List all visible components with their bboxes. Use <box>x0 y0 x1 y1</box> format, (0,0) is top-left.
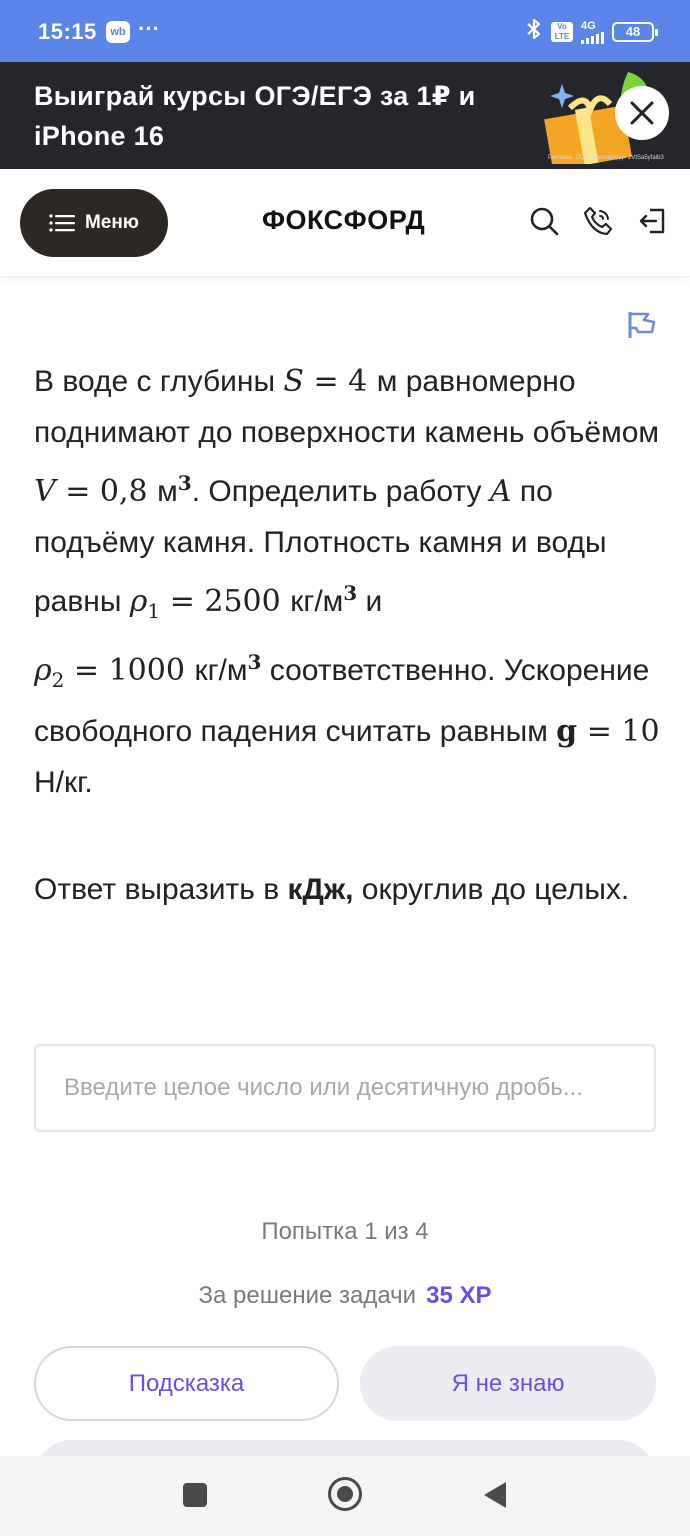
math-var: ρ <box>34 653 52 688</box>
problem-text-part: . <box>84 766 93 799</box>
site-header <box>0 169 690 277</box>
math-expr: = 10 <box>577 714 660 749</box>
answer-instruction <box>34 866 634 914</box>
math-exponent: 3 <box>343 581 358 605</box>
math-exponent: 3 <box>247 650 262 674</box>
close-icon <box>615 86 669 140</box>
answer-input[interactable] <box>34 1044 656 1132</box>
status-overflow-icon: ··· <box>138 16 160 41</box>
phone-icon[interactable] <box>582 205 614 237</box>
menu-label: Меню <box>84 212 140 233</box>
problem-text-part: по подъёму камня. Плотность камня и воды равны <box>34 475 607 618</box>
home-icon[interactable] <box>328 1477 362 1511</box>
math-var: A <box>489 474 512 509</box>
answer-instruction-text: Ответ выразить в <box>34 873 288 906</box>
problem-text-part: . Определить работу <box>191 475 490 508</box>
math-expr: = 4 <box>303 364 377 399</box>
menu-button[interactable] <box>20 189 168 257</box>
problem-text-part: В воде с глубины <box>34 365 284 398</box>
math-unit: Н/кг <box>34 766 85 799</box>
problem-text-part: соответственно. Ускорение свободного падения считать равным <box>34 654 650 748</box>
recent-apps-icon[interactable] <box>183 1483 207 1507</box>
promo-legal: Реклама. ООО «Фоксфорд» 2VtSa5yfaib3 <box>548 155 664 161</box>
math-unit: кг/м <box>290 585 344 618</box>
math-exponent: 3 <box>177 471 192 495</box>
attempt-counter: Попытка 1 из 4 <box>261 1218 429 1245</box>
status-bar <box>0 0 690 62</box>
math-expr: = 2500 <box>160 584 291 619</box>
promo-close-button[interactable] <box>615 86 669 140</box>
math-expr: = 1000 <box>64 653 195 688</box>
back-icon[interactable] <box>484 1482 506 1508</box>
math-unit: кг/м <box>194 654 248 687</box>
problem-text <box>34 356 664 808</box>
promo-title: Выиграй курсы ОГЭ/ЕГЭ за 1₽ и iPhone 16 <box>34 81 476 151</box>
math-unit: м <box>157 475 178 508</box>
math-subscript: 2 <box>51 668 65 692</box>
problem-text-part: равномерно поднимают до поверхности камень объёмом <box>34 365 660 449</box>
menu-icon <box>49 213 75 233</box>
answer-unit: кДж, <box>287 873 354 906</box>
logo[interactable]: ФОКСФОРД <box>262 205 426 235</box>
math-var: S <box>283 364 304 399</box>
promo-banner[interactable] <box>0 62 690 169</box>
system-nav-bar <box>0 1456 690 1536</box>
math-var: V <box>34 474 56 509</box>
status-indicators <box>525 18 654 46</box>
hint-button[interactable]: Подсказка <box>34 1346 339 1421</box>
login-icon[interactable] <box>636 205 668 237</box>
math-var: ρ <box>129 584 148 619</box>
reward-xp: 35 XP <box>426 1282 492 1309</box>
dont-know-button[interactable]: Я не знаю <box>360 1346 656 1421</box>
math-subscript: 1 <box>147 599 161 623</box>
search-icon[interactable] <box>528 205 560 237</box>
status-time: 15:15 <box>38 19 97 44</box>
math-expr: = 0,8 <box>55 474 158 509</box>
math-unit: м <box>376 365 398 398</box>
reward-info <box>0 1282 690 1310</box>
signal-icon <box>581 21 604 44</box>
problem-text-part: и <box>357 585 383 618</box>
answer-instruction-text: округлив до целых. <box>353 873 630 906</box>
volte-icon: Vo LTE <box>551 22 573 42</box>
math-var: g <box>556 714 578 749</box>
reward-label: За решение задачи <box>198 1282 417 1309</box>
network-type: 4G <box>581 19 596 32</box>
report-flag-icon[interactable] <box>626 310 658 340</box>
bluetooth-icon <box>525 18 543 46</box>
wb-app-icon: wb <box>106 21 130 43</box>
battery-icon: 48 <box>612 22 654 42</box>
